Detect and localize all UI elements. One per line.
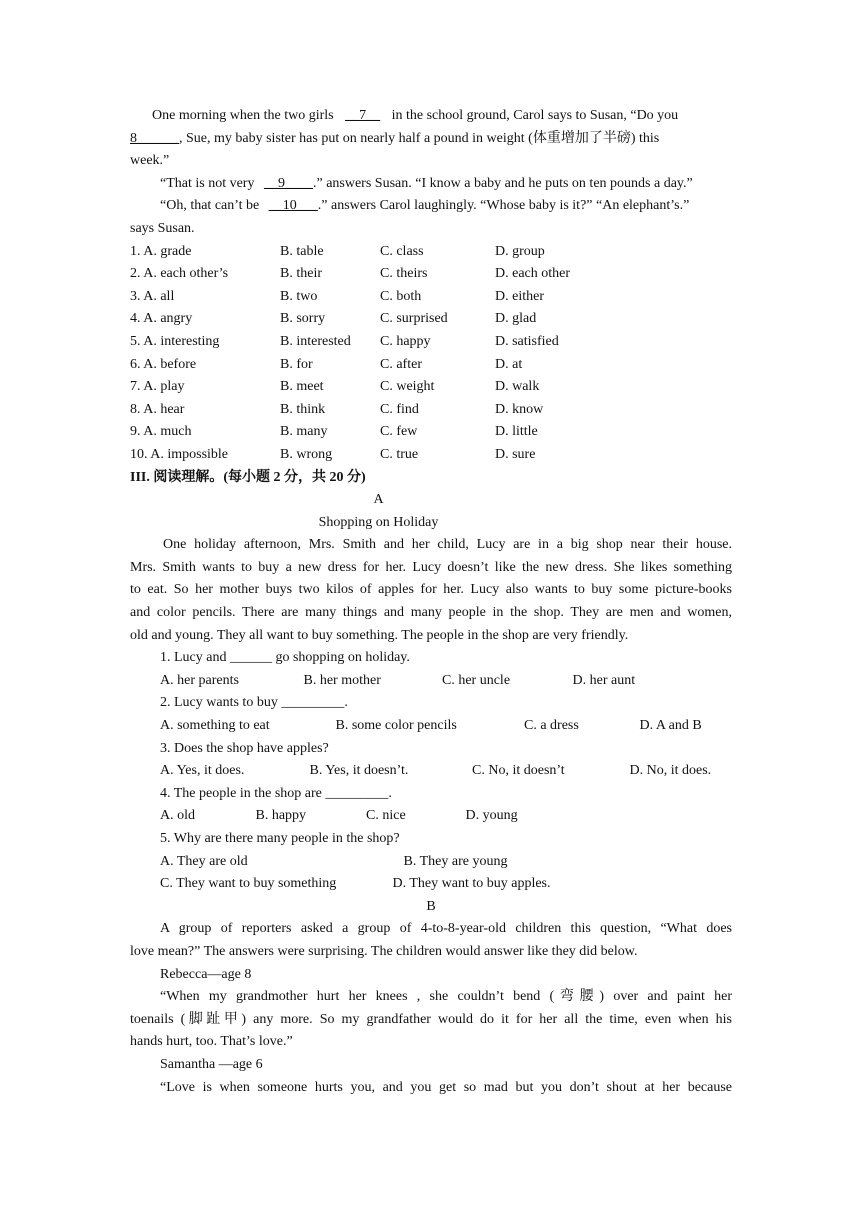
passage-b-quote: “Love is when someone hurts you, and you get so mad but you don’t shout at her because xyxy=(160,1079,732,1095)
blank-9: __9____ xyxy=(263,175,313,191)
option: D. either xyxy=(495,288,544,304)
passage-b-intro: love mean?” The answers were surprising. The children would answer like they did below. xyxy=(130,943,638,959)
option: 4. A. angry xyxy=(130,311,193,327)
passage-a-line: Mrs. Smith wants to buy a new dress for her. Lucy doesn’t like the new dress. She likes something xyxy=(130,559,732,575)
passage-a-label: A xyxy=(373,492,384,508)
option: B. happy xyxy=(255,808,307,824)
option: B. meet xyxy=(280,379,324,395)
option: C. few xyxy=(380,424,418,440)
question-5-options-row2 xyxy=(130,873,732,896)
option: D. at xyxy=(495,356,523,372)
option: D. her aunt xyxy=(572,672,636,688)
option: A. old xyxy=(160,808,195,824)
option: C. class xyxy=(380,243,424,259)
option: D. glad xyxy=(495,311,537,327)
option: B. Yes, it doesn’t. xyxy=(309,763,409,779)
section-heading: III. 阅读理解。(每小题 2 分，共 20 分) xyxy=(130,469,366,485)
option: D. young xyxy=(465,808,518,824)
option-row-10 xyxy=(130,444,732,467)
option: D. No, it does. xyxy=(629,763,712,779)
exam-page xyxy=(130,105,732,1099)
option: 2. A. each other’s xyxy=(130,266,229,282)
story-line-3: week.” xyxy=(130,153,170,169)
option-row-2 xyxy=(130,263,732,286)
passage-b-quote: hands hurt, too. That’s love.” xyxy=(130,1034,293,1050)
option: 5. A. interesting xyxy=(130,333,220,349)
option: 9. A. much xyxy=(130,424,192,440)
option-row-3 xyxy=(130,286,732,309)
option: B. their xyxy=(280,266,322,282)
option: B. some color pencils xyxy=(335,718,457,734)
option-row-4 xyxy=(130,308,732,331)
option: 1. A. grade xyxy=(130,243,192,259)
story-line-5 xyxy=(130,195,732,218)
blank-8: 8______ xyxy=(130,130,179,146)
option: C. No, it doesn’t xyxy=(472,763,565,779)
option: C. surprised xyxy=(380,311,448,327)
passage-b-name: Rebecca—age 8 xyxy=(160,966,252,982)
option: D. walk xyxy=(495,379,540,395)
option: B. They are young xyxy=(403,853,508,869)
option: C. happy xyxy=(380,333,431,349)
story-text: One morning when the two girls xyxy=(152,108,334,123)
story-text: .” answers Carol laughingly. “Whose baby is it?” “An elephant’s.” xyxy=(317,198,690,214)
story-line-4 xyxy=(130,173,732,196)
option: D. know xyxy=(495,401,544,417)
question-2: 2. Lucy wants to buy _________. xyxy=(160,695,348,711)
question-5-options-row1 xyxy=(130,851,732,874)
story-text: “That is not very xyxy=(160,175,255,191)
option: B. her mother xyxy=(303,672,381,688)
story-text: .” answers Susan. “I know a baby and he puts on ten pounds a day.” xyxy=(312,175,693,191)
option: C. after xyxy=(380,356,422,372)
passage-b-quote: “When my grandmother hurt her knees , she couldn’t bend (弯腰) over and paint her xyxy=(160,989,732,1005)
option: 8. A. hear xyxy=(130,401,185,417)
passage-a-line: One holiday afternoon, Mrs. Smith and her child, Lucy are in a big shop near their house. xyxy=(163,537,732,553)
option: A. her parents xyxy=(160,672,239,688)
option: 10. A. impossible xyxy=(130,446,229,462)
passage-a-line: old and young. They all want to buy something. The people in the shop are very friendly. xyxy=(130,627,629,643)
option: B. wrong xyxy=(280,446,333,462)
question-3-options xyxy=(130,760,732,783)
story-text: , Sue, my baby sister has put on nearly half a pound in weight (体重增加了半磅) this xyxy=(179,130,660,146)
passage-b-intro: A group of reporters asked a group of 4-to-8-year-old children this question, “What does xyxy=(160,921,732,937)
option: D. sure xyxy=(495,446,536,462)
option: C. true xyxy=(380,446,419,462)
story-text: in the school ground, Carol says to Susan, “Do you xyxy=(391,108,679,123)
option-row-8 xyxy=(130,399,732,422)
option: D. little xyxy=(495,424,538,440)
option: B. two xyxy=(280,288,318,304)
option: D. group xyxy=(495,243,545,259)
passage-b-label: B xyxy=(426,898,436,914)
option: C. a dress xyxy=(524,718,579,734)
option-row-1 xyxy=(130,241,732,264)
option: C. both xyxy=(380,288,422,304)
question-1-options xyxy=(130,670,732,693)
option: B. for xyxy=(280,356,313,372)
question-1: 1. Lucy and ______ go shopping on holiday. xyxy=(160,650,410,666)
question-3: 3. Does the shop have apples? xyxy=(160,740,329,756)
option-row-7 xyxy=(130,376,732,399)
option-row-6 xyxy=(130,354,732,377)
blank-10: __10___ xyxy=(268,198,318,214)
option-row-9 xyxy=(130,421,732,444)
story-line-2 xyxy=(130,128,732,151)
question-4-options xyxy=(130,805,732,828)
option: A. Yes, it does. xyxy=(160,763,245,779)
option-row-5 xyxy=(130,331,732,354)
option: 3. A. all xyxy=(130,288,175,304)
option: B. many xyxy=(280,424,328,440)
option: A. something to eat xyxy=(160,718,270,734)
option: C. theirs xyxy=(380,266,428,282)
story-text: “Oh, that can’t be xyxy=(160,198,260,214)
passage-b-quote: toenails (脚趾甲) any more. So my grandfather would do it for her all the time, even when his xyxy=(130,1011,732,1027)
option: 7. A. play xyxy=(130,379,185,395)
option: B. sorry xyxy=(280,311,326,327)
question-2-options xyxy=(130,715,732,738)
blank-7: __7__ xyxy=(345,108,381,123)
option: 6. A. before xyxy=(130,356,197,372)
option: C. find xyxy=(380,401,419,417)
passage-a-line: to eat. So her mother buys two kilos of apples for her. Lucy also wants to buy some picture-books xyxy=(130,582,732,598)
option: B. think xyxy=(280,401,326,417)
story-line-6: says Susan. xyxy=(130,220,195,236)
option: C. her uncle xyxy=(442,672,511,688)
option: B. table xyxy=(280,243,324,259)
option: A. They are old xyxy=(160,853,248,869)
passage-b-name: Samantha —age 6 xyxy=(160,1056,263,1072)
option: C. nice xyxy=(366,808,406,824)
option: D. each other xyxy=(495,266,571,282)
passage-a-line: and color pencils. There are many things and many people in the shop. They are men and women, xyxy=(130,605,732,621)
passage-a-title: Shopping on Holiday xyxy=(318,514,439,530)
story-line-1 xyxy=(130,105,732,128)
option: D. They want to buy apples. xyxy=(392,876,551,892)
option: C. weight xyxy=(380,379,435,395)
option: C. They want to buy something xyxy=(160,876,337,892)
cloze-options xyxy=(130,241,732,467)
option: B. interested xyxy=(280,333,351,349)
question-4: 4. The people in the shop are _________. xyxy=(160,785,392,801)
option: D. A and B xyxy=(639,718,702,734)
option: D. satisfied xyxy=(495,333,559,349)
question-5: 5. Why are there many people in the shop? xyxy=(160,831,400,846)
